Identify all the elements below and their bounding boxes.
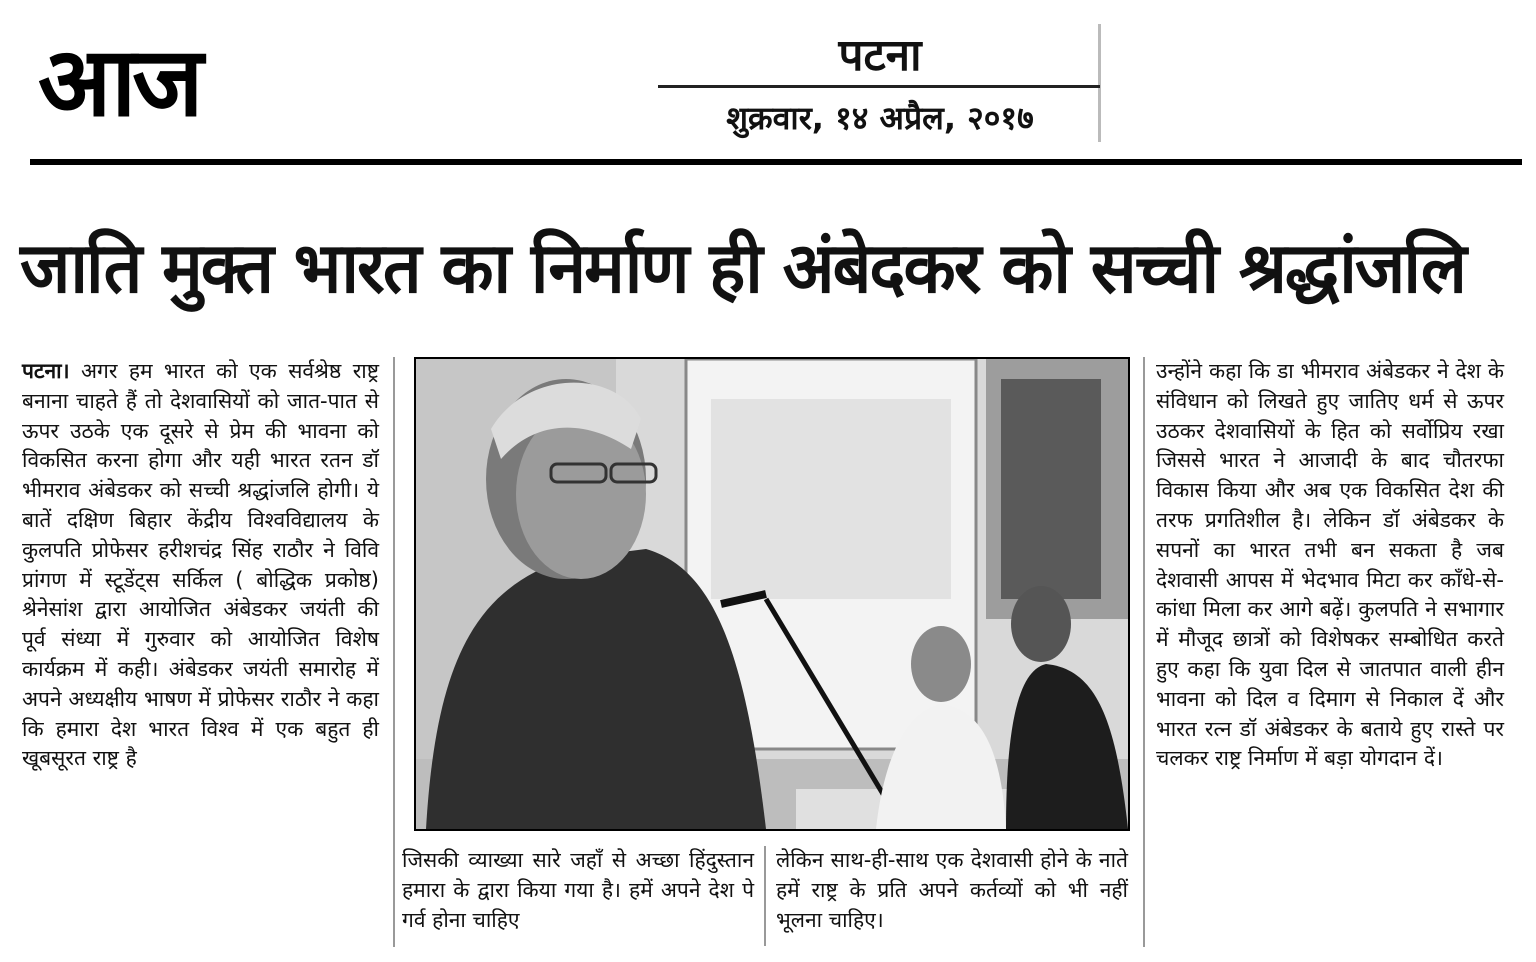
newspaper-logo: आज bbox=[38, 25, 200, 138]
edition-city: पटना bbox=[838, 30, 922, 81]
column-divider-1 bbox=[393, 357, 395, 947]
masthead-rule bbox=[30, 159, 1522, 165]
column-1-text: अगर हम भारत को एक सर्वश्रेष्ठ राष्ट्र बनाना चाहते हैं तो देशवासियों को जात-पात से ऊपर उठके एक दूसरे से प्रेम की भावना को विकसित करना होगा और यही भारत रतन डॉ भीमराव अंबेडकर को सच्ची श्रद्धांजलि होगी। ये बातें दक्षिण बिहार केंद्रीय विश्वविद्यालय के कुलपति प्रोफेसर हरीशचंद्र सिंह राठौर ने विवि प्रांगण में स्टूडेंट्स सर्किल ( बोद्धिक प्रकोष्ठ) श्रेनेसांश द्वारा आयोजित अंबेडकर जयंती की पूर्व संध्या में गुरुवार को आयोजित विशेष कार्यक्रम में कही। अंबेडकर जयंती समारोह में अपने अध्यक्षीय भाषण में प्रोफेसर राठौर ने कहा कि हमारा देश भारत विश्व में एक बहुत ही खूबसूरत राष्ट्र है bbox=[22, 359, 379, 771]
dateline: पटना। bbox=[22, 359, 70, 383]
article-column-2: जिसकी व्याख्या सारे जहाँ से अच्छा हिंदुस्तान हमारा के द्वारा किया गया है। हमें अपने देश पे गर्व होना चाहिए bbox=[402, 848, 754, 932]
article-column-1 bbox=[22, 357, 379, 774]
edition-date: शुक्रवार, १४ अप्रैल, २०१७ bbox=[726, 99, 1034, 137]
column-divider-2 bbox=[764, 846, 766, 946]
photo-speaker-at-podium-icon bbox=[416, 359, 1128, 829]
article-column-3: लेकिन साथ-ही-साथ एक देशवासी होने के नाते हमें राष्ट्र के प्रति अपने कर्तव्यों को भी नहीं भूलना चाहिए। bbox=[776, 848, 1128, 932]
city-underline bbox=[658, 85, 1100, 88]
article-photo bbox=[414, 357, 1130, 831]
article-headline: जाति मुक्त भारत का निर्माण ही अंबेदकर को सच्ची श्रद्धांजलि bbox=[20, 227, 1466, 309]
column-divider-3 bbox=[1143, 357, 1145, 947]
article-column-4: उन्होंने कहा कि डा भीमराव अंबेडकर ने देश के संविधान को लिखते हुए जातिए धर्म से ऊपर उठकर देशवासियों के हित को सर्वोप्रिय रखा जिससे भारत ने आजादी के बाद चौतरफा विकास किया और अब एक विकसित देश की तरफ प्रगतिशील है। लेकिन डॉ अंबेडकर के सपनों का भारत तभी बन सकता है जब देशवासी आपस में भेदभाव मिटा कर काँधे-से-कांधा मिला कर आगे बढ़ें। कुलपति ने सभागार में मौजूद छात्रों को विशेषकर सम्बोधित करते हुए कहा कि युवा दिल से जातपात वाली हीन भावना को दिल व दिमाग से निकाल दें और भारत रत्न डॉ अंबेडकर के बताये हुए रास्ते पर चलकर राष्ट्र निर्माण में बड़ा योगदान दें। bbox=[1156, 359, 1504, 771]
